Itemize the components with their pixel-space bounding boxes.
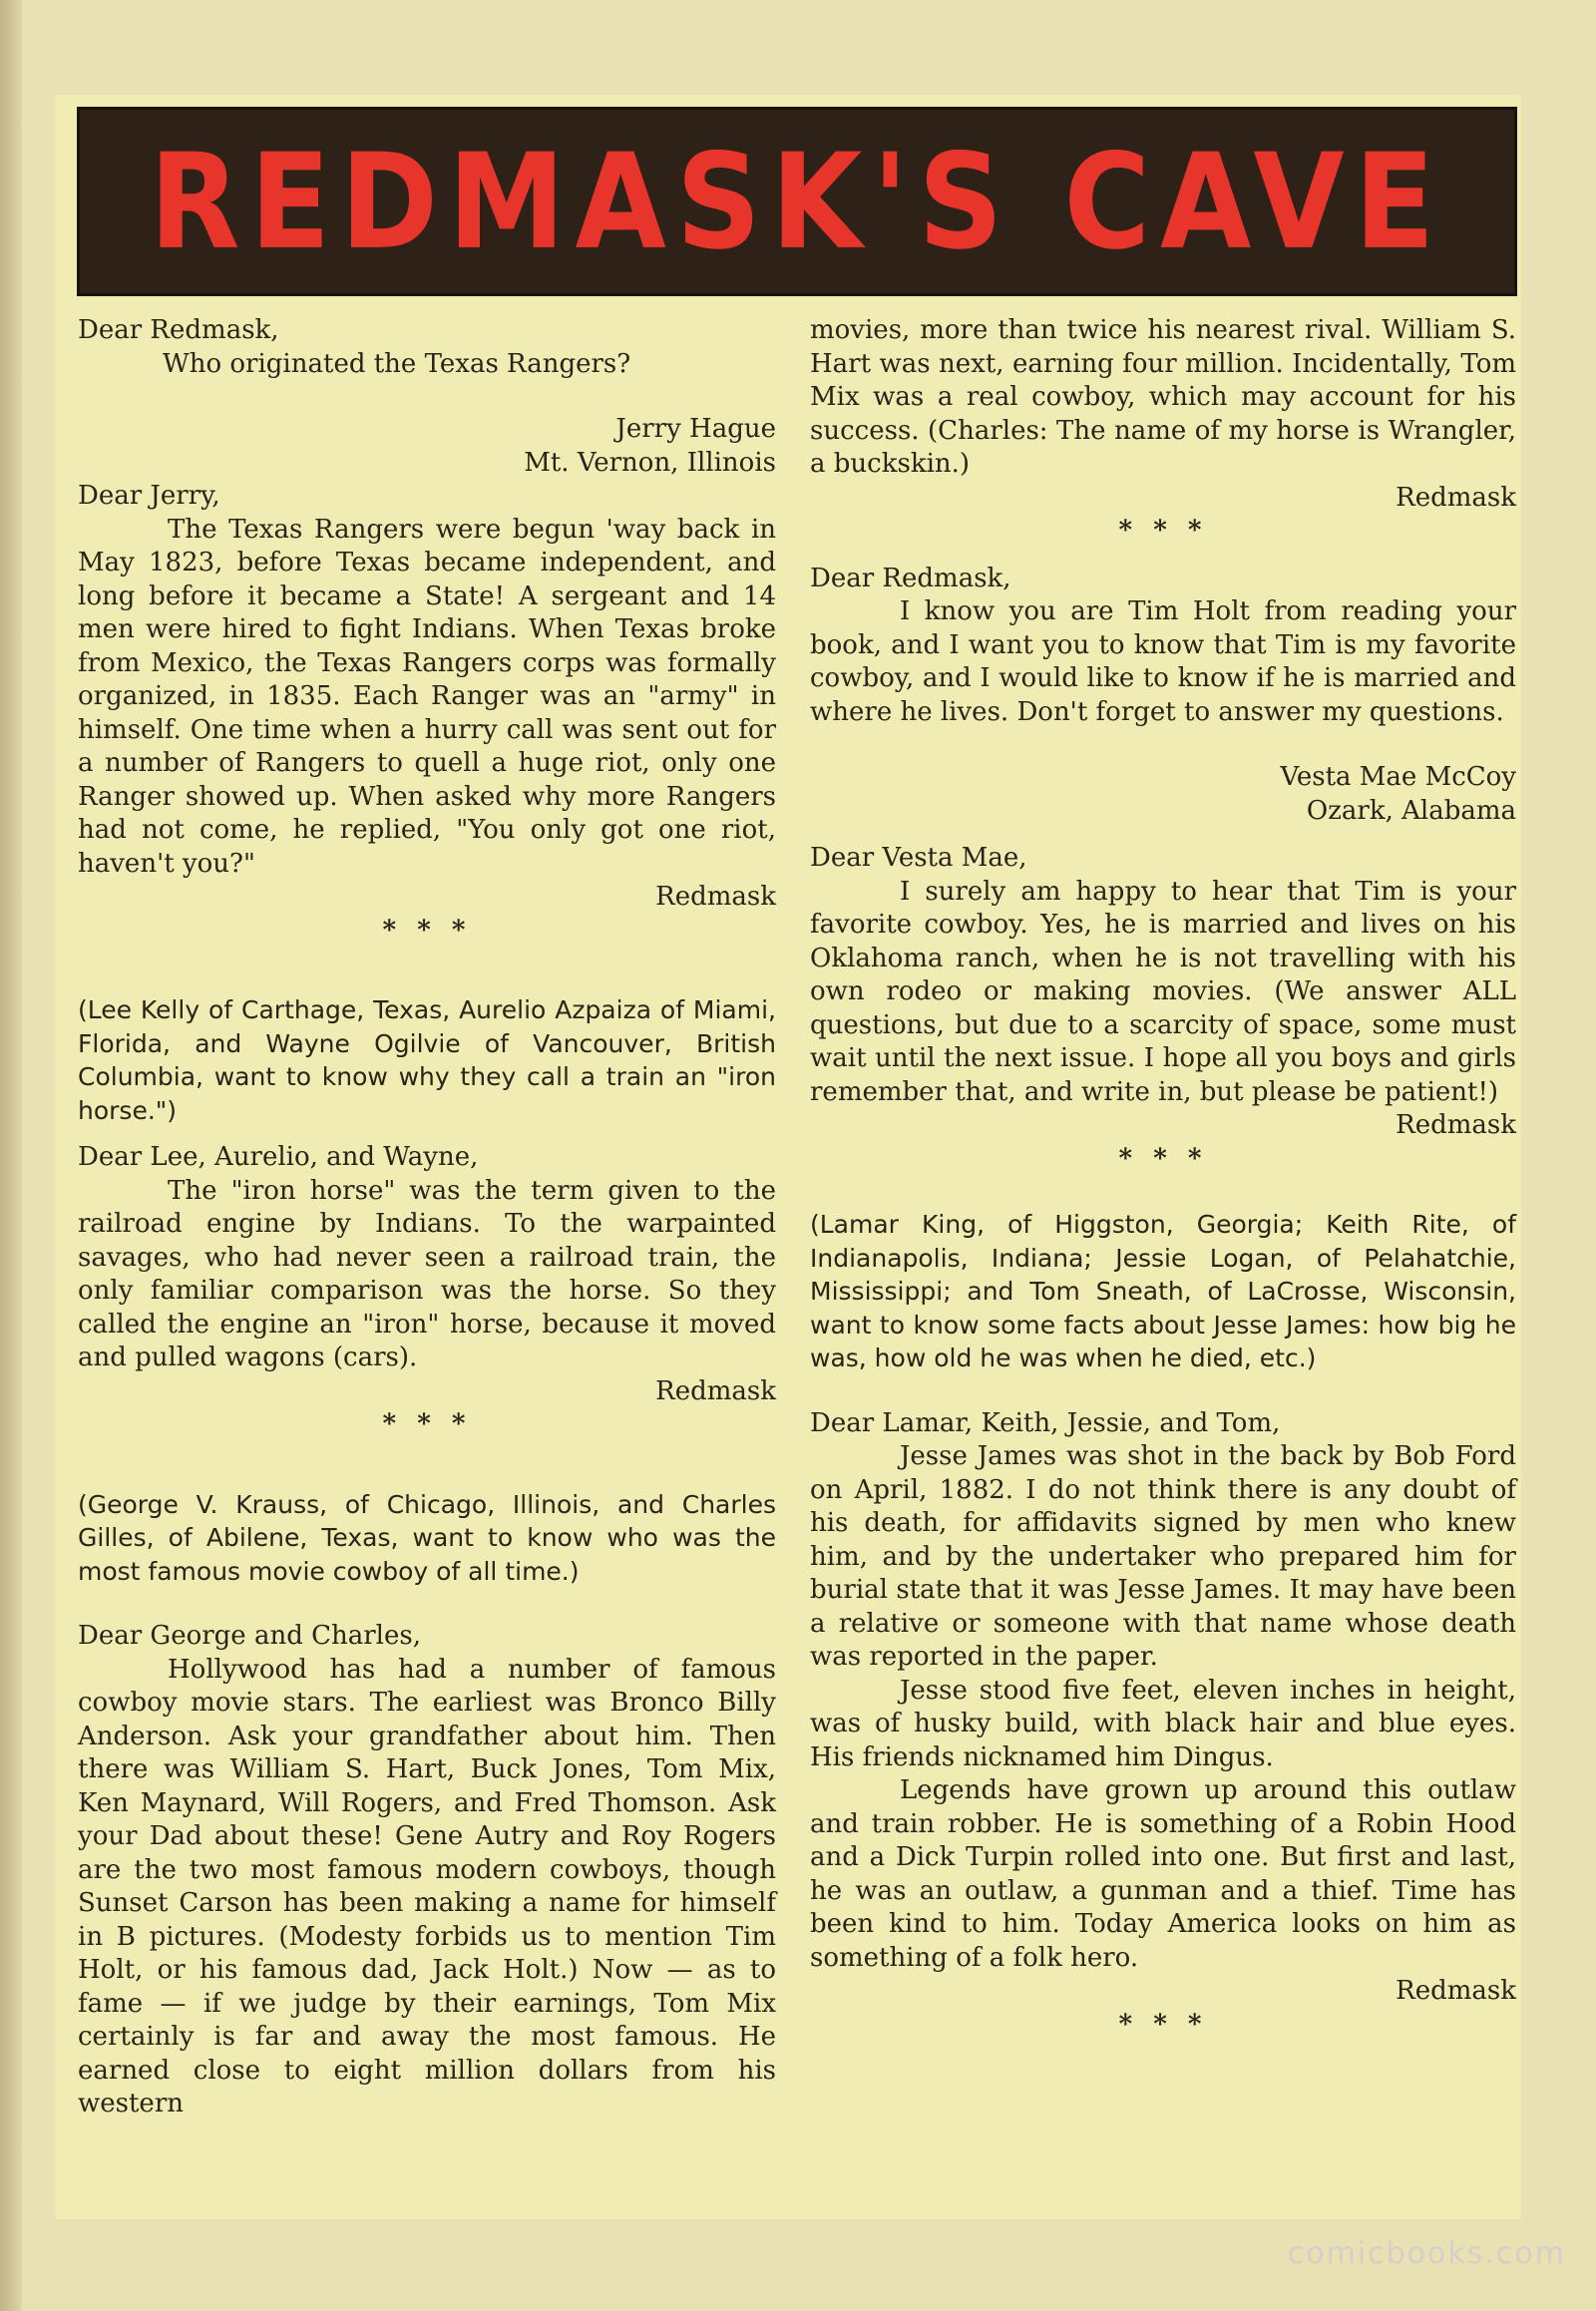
- letter-question: Who originated the Texas Rangers?: [163, 348, 631, 379]
- reader-question-jesse-james: (Lamar King, of Higgston, Georgia; Keith Rite, of Indianapolis, Indiana; Jessie Logan, of Pelahatchie, Mississippi; and Tom Sneath, of LaCrosse, Wisconsin, want to know some facts about Jesse James: how big he was, how old he was when he died, etc.): [810, 1210, 1516, 1372]
- reader-question-iron-horse: (Lee Kelly of Carthage, Texas, Aurelio Azpaiza of Miami, Florida, and Wayne Ogilvie of Vancouver, British Columbia, want to know why they call a train an "iron horse."): [78, 995, 776, 1125]
- separator: * * *: [382, 1409, 472, 1439]
- separator: * * *: [1118, 516, 1208, 546]
- reply-body: The "iron horse" was the term given to the railroad engine by Indians. To the warpainted savages, who had never seen a railroad train, the only familiar comparison was the horse. So they called the engine an "iron" horse, because it moved and pulled wagons (cars).: [78, 1175, 776, 1372]
- reply-body: I surely am happy to hear that Tim is your favorite cowboy. Yes, he is married and lives on his Oklahoma ranch, when he is not travelling with his own rodeo or making movies. (We answer ALL questions, but due to a scarcity of space, some must wait until the next issue. I hope all you boys and girls remember that, and write in, but please be patient!): [810, 876, 1516, 1107]
- reply-signature: Redmask: [1396, 1110, 1516, 1140]
- reply-salutation: Dear Vesta Mae,: [810, 843, 1027, 873]
- reply-salutation: Dear Jerry,: [78, 481, 220, 511]
- reply-body-part3: Legends have grown up around this outlaw and train robber. He is something of a Robin Hood and a Dick Turpin rolled into one. But first and last, he was an outlaw, a gunman and a thief. Time has been kind to him. Today America looks on him as something of a folk hero.: [810, 1775, 1516, 1973]
- separator: * * *: [1118, 2009, 1208, 2040]
- separator: * * *: [1118, 1143, 1208, 1174]
- reply-body: Hollywood has had a number of famous cowboy movie stars. The earliest was Bronco Billy Anderson. Ask your grandfather about him. Then there was William S. Hart, Buck Jones, Tom Mix, Ken Maynard, Will Rogers, and Fred Thomson. Ask your Dad about these! Gene Autry and Roy Rogers are the two most famous modern cowboys, though Sunset Carson has been making a name for himself in B pictures. (Modesty forbids us to mention Tim Holt, or his famous dad, Jack Holt.) Now — as to fame — if we judge by their earnings, Tom Mix certainly is far and away the most famous. He earned close to eight million dollars from his western: [78, 1654, 776, 2118]
- sender-location: Mt. Vernon, Illinois: [524, 447, 776, 478]
- reply-george-continued: [810, 314, 1516, 549]
- left-column: [78, 314, 776, 2121]
- reply-signature: Redmask: [1396, 482, 1516, 513]
- reply-salutation: Dear Lamar, Keith, Jessie, and Tom,: [810, 1407, 1281, 1438]
- letter-salutation: Dear Redmask,: [810, 563, 1011, 593]
- page-edge: [0, 0, 22, 2311]
- reply-body: The Texas Rangers were begun 'way back in May 1823, before Texas became independent, and long before it became a State! A sergeant and 14 men were hired to fight Indians. When Texas broke from Mexico, the Texas Rangers corps was formally organized, in 1835. Each Ranger was an "army" in himself. One time when a hurry call was sent out for a number of Rangers to quell a huge riot, only one Ranger showed up. When asked why more Rangers had not come, he replied, "You only got one riot, haven't you?": [78, 514, 776, 879]
- separator: * * *: [382, 915, 472, 946]
- sender-name: Vesta Mae McCoy: [1280, 762, 1516, 792]
- reply-salutation: Dear George and Charles,: [78, 1621, 421, 1651]
- page-title: REDMASK'S CAVE: [149, 124, 1445, 279]
- reply-signature: Redmask: [655, 1375, 776, 1406]
- letter-vesta: [810, 563, 1516, 829]
- sender-name: Jerry Hague: [615, 414, 776, 444]
- reply-body-continued: movies, more than twice his nearest rival. William S. Hart was next, earning four million. Incidentally, Tom Mix was a real cowboy, which may account for his success. (Charles: The name of my horse is Wrangler, a buckskin.): [810, 315, 1516, 479]
- reply-signature: Redmask: [655, 882, 776, 912]
- reply-lamar: [810, 1407, 1516, 2043]
- watermark: comicbooks.com: [1287, 2236, 1566, 2271]
- reply-body-part2: Jesse stood five feet, eleven inches in height, was of husky build, with black hair and blue eyes. His friends nicknamed him Dingus.: [810, 1675, 1516, 1772]
- letter-body: I know you are Tim Holt from reading your book, and I want you to know that Tim is my favorite cowboy, and I would like to know if he is married and where he lives. Don't forget to answer my questions.: [810, 596, 1516, 727]
- right-column: [810, 314, 1516, 2042]
- reply-salutation: Dear Lee, Aurelio, and Wayne,: [78, 1142, 479, 1172]
- sender-location: Ozark, Alabama: [1306, 795, 1516, 826]
- letter-jerry: [78, 314, 776, 480]
- title-banner: [77, 107, 1517, 296]
- reply-body-part1: Jesse James was shot in the back by Bob Ford on April, 1882. I do not think there is any doubt of his death, for affidavits signed by men who knew him, and by the undertaker who prepared him for burial state that it was Jesse James. It may have been a relative or someone with that name whose death was reported in the paper.: [810, 1441, 1516, 1672]
- reply-george: [78, 1620, 776, 2121]
- reader-question-famous-cowboy: (George V. Krauss, of Chicago, Illinois, and Charles Gilles, of Abilene, Texas, want to know who was the most famous movie cowboy of all time.): [78, 1489, 776, 1586]
- reply-signature: Redmask: [1396, 1976, 1516, 2006]
- reply-jerry: [78, 480, 776, 948]
- reply-vesta: [810, 842, 1516, 1176]
- letter-salutation: Dear Redmask,: [78, 315, 279, 345]
- reply-lee: [78, 1141, 776, 1442]
